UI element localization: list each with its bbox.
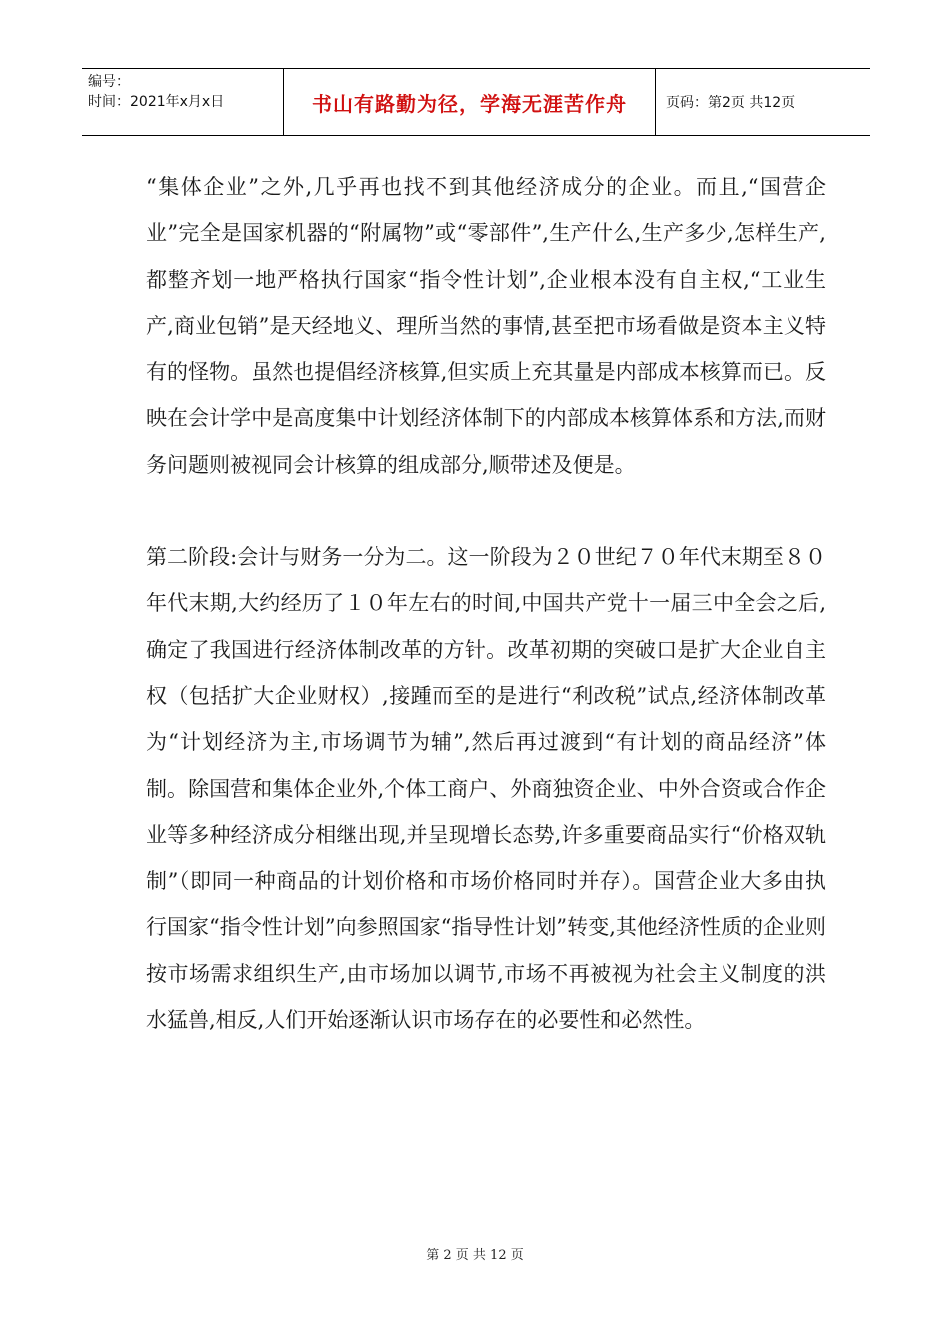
document-body <box>146 164 826 1043</box>
paragraph-gap <box>146 488 826 534</box>
body-paragraph: 第二阶段:会计与财务一分为二。这一阶段为２０世纪７０年代末期至８０年代末期,大约经历了１０年左右的时间,中国共产党十一届三中全会之后,确定了我国进行经济体制改革的方针。改革初期的突破口是扩大企业自主权（包括扩大企业财权）,接踵而至的是进行“利改税”试点,经济体制改革为“计划经济为主,市场调节为辅”,然后再过渡到“有计划的商品经济”体制。除国营和集体企业外,个体工商户、外商独资企业、中外合资或合作企业等多种经济成分相继出现,并呈现增长态势,许多重要商品实行“价格双轨制”（即同一种商品的计划价格和市场价格同时并存）。国营企业大多由执行国家“指令性计划”向参照国家“指导性计划”转变,其他经济性质的企业则按市场需求组织生产,由市场加以调节,市场不再被视为社会主义制度的洪水猛兽,相反,人们开始逐渐认识市场存在的必要性和必然性。 <box>146 545 826 1033</box>
document-date-label: 时间：2021年x月x日 <box>88 94 225 110</box>
page-header <box>82 68 870 136</box>
document-number-label: 编号： <box>88 74 130 90</box>
header-meta <box>82 69 284 135</box>
header-page-info: 页码：第2页 共12页 <box>666 95 796 111</box>
body-paragraph: “集体企业”之外,几乎再也找不到其他经济成分的企业。而且,“国营企业”完全是国家机器的“附属物”或“零部件”,生产什么,生产多少,怎样生产,都整齐划一地严格执行国家“指令性计划”,企业根本没有自主权,“工业生产,商业包销”是天经地义、理所当然的事情,甚至把市场看做是资本主义特有的怪物。虽然也提倡经济核算,但实质上充其量是内部成本核算而已。反映在会计学中是高度集中计划经济体制下的内部成本核算体系和方法,而财务问题则被视同会计核算的组成部分,顺带述及便是。 <box>146 175 826 477</box>
header-motto: 书山有路勤为径，学海无涯苦作舟 <box>284 69 656 135</box>
page-footer: 第 2 页 共 12 页 <box>426 1248 524 1263</box>
